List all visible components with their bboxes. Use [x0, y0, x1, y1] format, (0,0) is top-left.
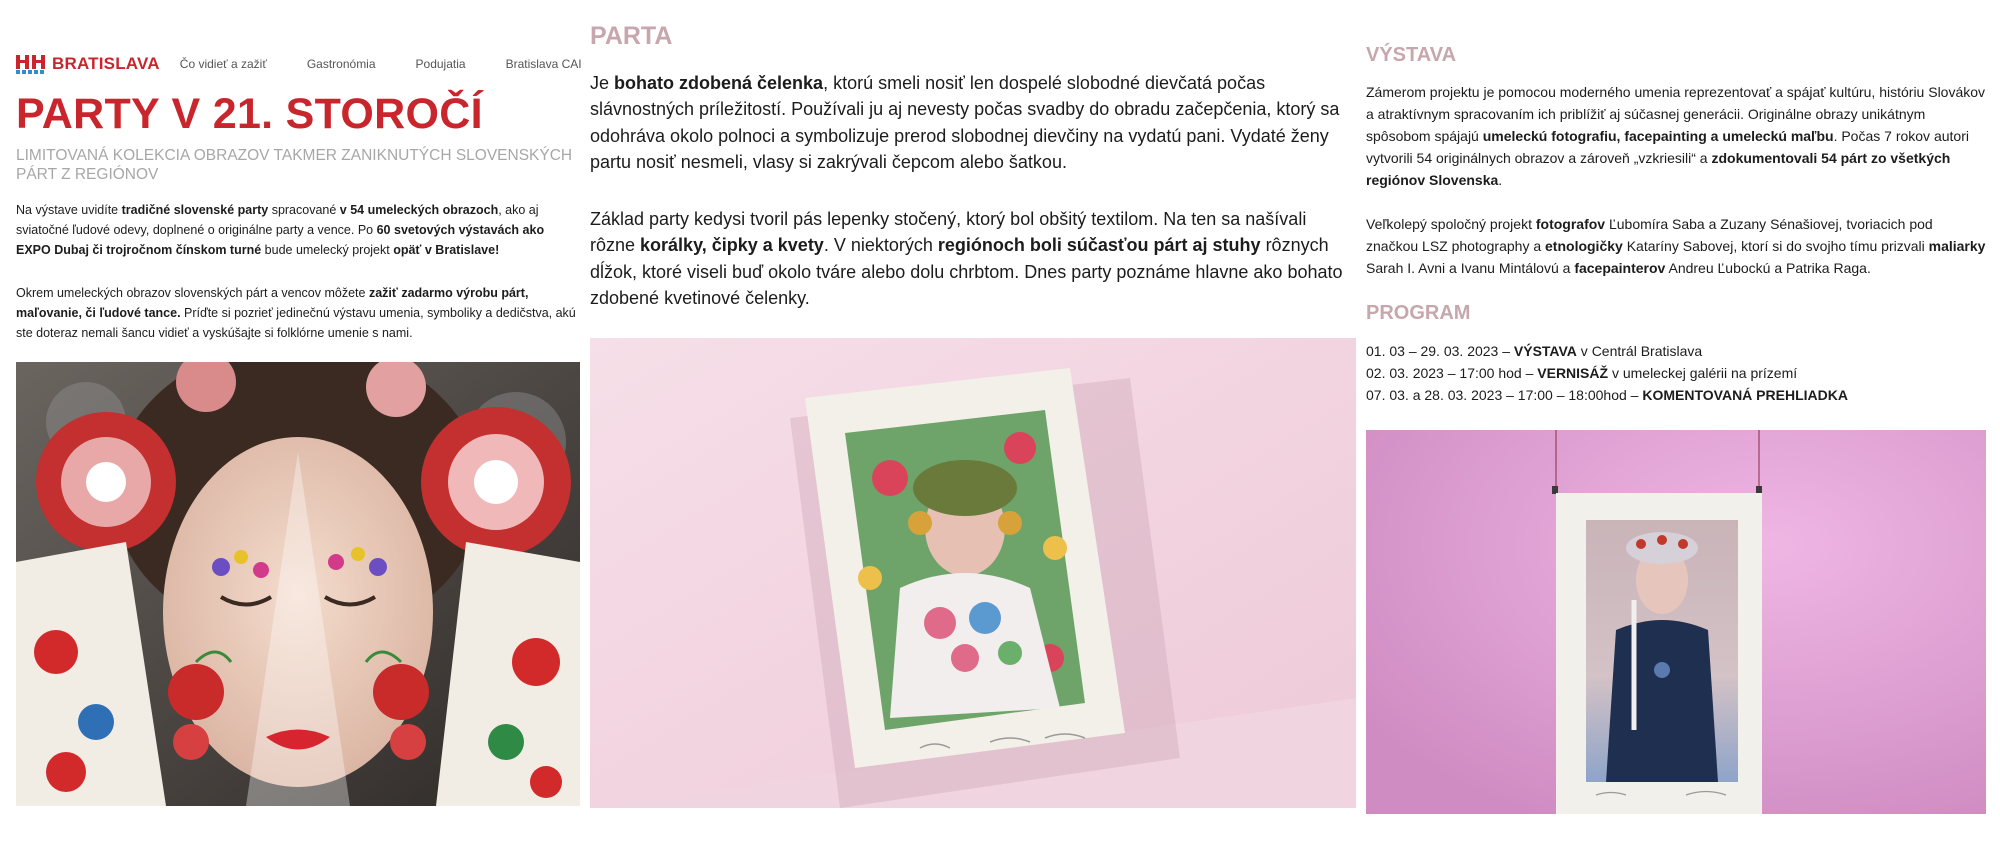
logo-text: BRATISLAVA	[52, 54, 160, 73]
framed-print-photo	[590, 338, 1356, 808]
emphasis-text: etnologičky	[1545, 237, 1623, 254]
emphasis-text: regiónoch boli súčasťou párt aj stuhy	[937, 235, 1261, 256]
emphasis-text: zažiť zadarmo výrobu párt, maľovanie, či ľudové tance.	[16, 286, 529, 320]
hero-photo-painted-face	[16, 362, 580, 806]
bratislava-logo[interactable]	[16, 53, 160, 75]
program-list	[1366, 340, 1988, 406]
nav-link-bratislava-cai[interactable]: Bratislava CAI	[505, 57, 582, 71]
emphasis-text: VÝSTAVA	[1513, 343, 1577, 359]
framed-print-illustration	[590, 338, 1356, 808]
emphasis-text: tradičné slovenské party	[121, 203, 269, 217]
parta-paragraph-1: Je bohato zdobená čelenka, ktorú smeli nosiť len dospelé slobodné dievčatá počas slávnostných príležitostí. Používali ju aj nevesty počas svadby do obradu začepčenia, ktorý sa odohráva okolo polnoci a symbolizuje prerod slobodnej dievčiny na vydatú pani. Vydaté ženy partu nosiť nesmeli, vlasy si zakrývali čepcom alebo šatkou.	[590, 73, 1340, 173]
emphasis-text: bohato zdobená čelenka	[614, 73, 824, 93]
hero-photo-illustration	[16, 362, 580, 806]
emphasis-text: 60 svetových výstavách ako EXPO Dubaj či trojročnom čínskom turné	[16, 223, 545, 257]
vystava-heading: VÝSTAVA	[1366, 44, 1457, 66]
bratislava-logo-icon	[16, 53, 46, 75]
right-column	[1355, 0, 2000, 855]
emphasis-text: KOMENTOVANÁ PREHLIADKA	[1642, 387, 1848, 403]
parta-heading: PARTA	[590, 22, 673, 50]
emphasis-text: fotografov	[1535, 216, 1606, 232]
middle-column	[585, 0, 1355, 855]
emphasis-text: v 54 umeleckých obrazoch	[339, 203, 499, 217]
page-subtitle: LIMITOVANÁ KOLEKCIA OBRAZOV TAKMER ZANIKNUTÝCH SLOVENSKÝCH PÁRT Z REGIÓNOV	[16, 147, 573, 183]
emphasis-text: zdokumentovali 54 párt zo všetkých regiónov Slovenska	[1366, 149, 1951, 188]
emphasis-text: korálky, čipky a kvety	[640, 235, 824, 256]
intro-paragraph-2: Okrem umeleckých obrazov slovenských párt a vencov môžete zažiť zadarmo výrobu párt, maľovanie, či ľudové tance. Príďte si pozrieť jedinečnú výstavu umenia, symboliky a dedičstva, akú ste doteraz nemali šancu vidieť a vyskúšajte si folklórne umenie s nami.	[16, 286, 576, 340]
intro-paragraph-1: Na výstave uvidíte tradičné slovenské party spracované v 54 umeleckých obrazoch, ako aj sviatočné ľudové odevy, doplnené o originálne party a vence. Po 60 svetových výstavách ako EXPO Dubaj či trojročnom čínskom turné bude umelecký projekt opäť v Bratislave!	[16, 203, 545, 257]
nav-link-gastronomia[interactable]: Gastronómia	[306, 57, 376, 71]
top-navigation	[16, 52, 585, 76]
program-item: 01. 03 – 29. 03. 2023 – VÝSTAVA v Centrál Bratislava	[1366, 343, 1703, 359]
program-item: 07. 03. a 28. 03. 2023 – 17:00 – 18:00hod – KOMENTOVANÁ PREHLIADKA	[1366, 387, 1848, 403]
left-column	[0, 0, 585, 855]
emphasis-text: umeleckú fotografiu, facepainting a umeleckú maľbu	[1482, 127, 1834, 144]
nav-link-podujatia[interactable]: Podujatia	[415, 57, 466, 71]
hanging-print-photo	[1366, 430, 1986, 814]
emphasis-text: VERNISÁŽ	[1537, 365, 1609, 381]
page-title: PARTY V 21. STOROČÍ	[16, 90, 483, 138]
nav-link-co-vidiet[interactable]: Čo vidieť a zažiť	[179, 57, 267, 71]
hanging-print-illustration	[1366, 430, 1986, 814]
emphasis-text: maliarky	[1928, 237, 1986, 254]
program-heading: PROGRAM	[1366, 302, 1471, 324]
vystava-paragraph-2: Veľkolepý spoločný projekt fotografov Ľubomíra Saba a Zuzany Sénašiovej, tvoriacich pod značkou LSZ photography a etnologičky Kataríny Sabovej, ktorí si do svojho tímu prizvali maliarky Sarah I. Avni a Ivanu Mintálovú a facepainterov Andreu Ľubockú a Patrika Raga.	[1366, 216, 1986, 276]
emphasis-text: facepainterov	[1574, 259, 1666, 276]
parta-paragraph-2: Základ party kedysi tvoril pás lepenky stočený, ktorý bol obšitý textilom. Na ten sa našívali rôzne korálky, čipky a kvety. V niektorých regiónoch boli súčasťou párt aj stuhy rôznych dĺžok, ktoré viseli buď okolo tváre alebo dolu chrbtom. Dnes party poznáme hlavne ako bohato zdobené kvetinové čelenky.	[590, 209, 1343, 309]
emphasis-text: opäť v Bratislave!	[393, 243, 500, 257]
vystava-paragraph-1: Zámerom projektu je pomocou moderného umenia reprezentovať a spájať kultúru, históriu Slovákov a atraktívnym spracovaním ich priblížiť aj súčasnej generácii. Originálne obrazy unikátnym spôsobom spájajú umeleckú fotografiu, facepainting a umeleckú maľbu. Počas 7 rokov autori vytvorili 54 originálnych obrazov a zároveň „vzkriesili“ a zdokumentovali 54 párt zo všetkých regiónov Slovenska.	[1366, 84, 1986, 188]
program-item: 02. 03. 2023 – 17:00 hod – VERNISÁŽ v umeleckej galérii na prízemí	[1366, 365, 1798, 381]
